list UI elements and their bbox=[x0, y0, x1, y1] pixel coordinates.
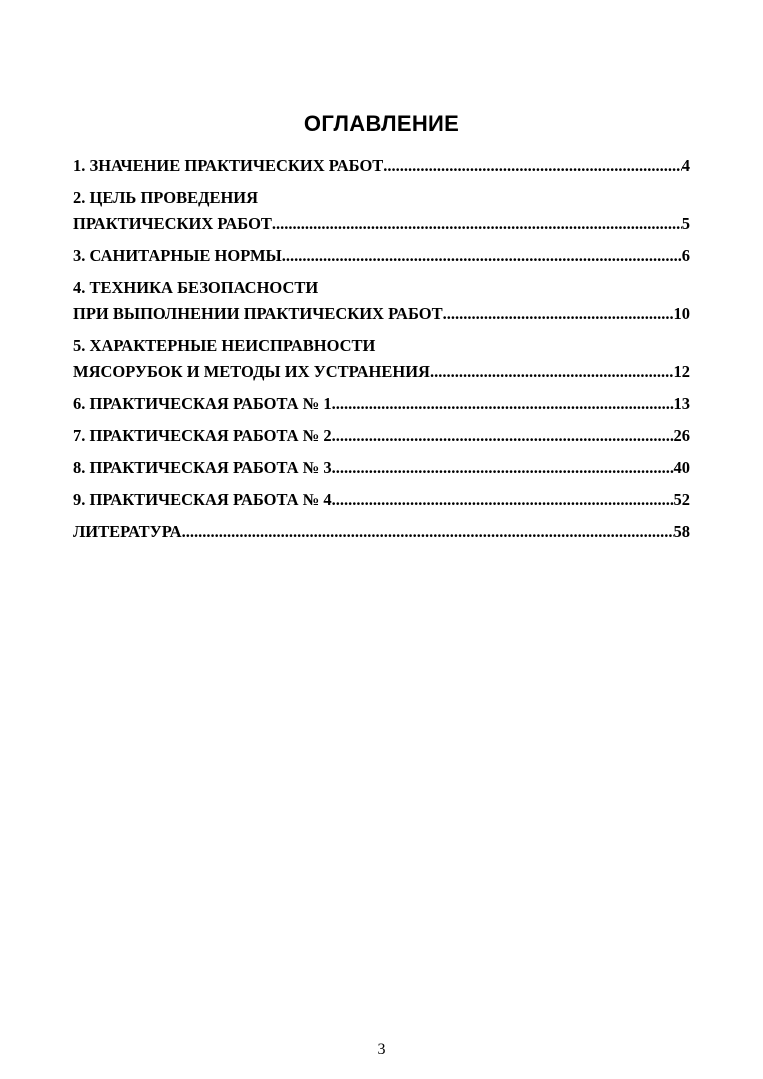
toc-entry-title-line: 4. ТЕХНИКА БЕЗОПАСНОСТИ bbox=[73, 278, 319, 297]
toc-entry-page-number: 5 bbox=[681, 214, 690, 233]
toc-entry-title: 1. ЗНАЧЕНИЕ ПРАКТИЧЕСКИХ РАБОТ bbox=[73, 156, 384, 175]
dot-leader bbox=[430, 359, 674, 385]
toc-entry-title: 9. ПРАКТИЧЕСКАЯ РАБОТА № 4 bbox=[73, 490, 332, 509]
table-of-contents bbox=[73, 153, 690, 545]
toc-entry-page-number: 4 bbox=[681, 156, 690, 175]
toc-entry-page-number: 13 bbox=[673, 394, 690, 413]
toc-entry[interactable] bbox=[73, 333, 690, 385]
toc-entry[interactable] bbox=[73, 519, 690, 545]
toc-entry-page-number: 58 bbox=[673, 522, 690, 541]
toc-entry-title: 7. ПРАКТИЧЕСКАЯ РАБОТА № 2 bbox=[73, 426, 332, 445]
toc-entry-row bbox=[73, 301, 690, 327]
toc-entry-title: ЛИТЕРАТУРА bbox=[73, 522, 182, 541]
toc-entry-title: МЯСОРУБОК И МЕТОДЫ ИХ УСТРАНЕНИЯ bbox=[73, 362, 430, 381]
toc-entry-row bbox=[73, 153, 690, 179]
toc-entry-row bbox=[73, 423, 690, 449]
toc-entry-page-number: 10 bbox=[673, 304, 690, 323]
toc-entry[interactable] bbox=[73, 455, 690, 481]
toc-entry[interactable] bbox=[73, 185, 690, 237]
dot-leader bbox=[332, 423, 674, 449]
toc-entry-page-number: 12 bbox=[673, 362, 690, 381]
toc-entry-row bbox=[73, 519, 690, 545]
toc-entry-row bbox=[73, 243, 690, 269]
dot-leader bbox=[383, 153, 681, 179]
toc-entry-title: ПРАКТИЧЕСКИХ РАБОТ bbox=[73, 214, 272, 233]
dot-leader bbox=[443, 301, 674, 327]
dot-leader bbox=[272, 211, 682, 237]
toc-entry[interactable] bbox=[73, 243, 690, 269]
toc-entry[interactable] bbox=[73, 423, 690, 449]
toc-entry-row bbox=[73, 359, 690, 385]
toc-entry-title: ПРИ ВЫПОЛНЕНИИ ПРАКТИЧЕСКИХ РАБОТ bbox=[73, 304, 443, 323]
toc-entry[interactable] bbox=[73, 275, 690, 327]
toc-entry-row bbox=[73, 211, 690, 237]
dot-leader bbox=[182, 519, 674, 545]
toc-entry-title: 8. ПРАКТИЧЕСКАЯ РАБОТА № 3 bbox=[73, 458, 332, 477]
toc-entry[interactable] bbox=[73, 391, 690, 417]
toc-entry[interactable] bbox=[73, 153, 690, 179]
toc-entry-title-line: 5. ХАРАКТЕРНЫЕ НЕИСПРАВНОСТИ bbox=[73, 336, 376, 355]
toc-entry-title: 3. САНИТАРНЫЕ НОРМЫ bbox=[73, 246, 282, 265]
toc-entry-page-number: 6 bbox=[681, 246, 690, 265]
toc-entry-row bbox=[73, 487, 690, 513]
dot-leader bbox=[332, 391, 674, 417]
toc-entry-row bbox=[73, 455, 690, 481]
toc-entry-page-number: 40 bbox=[673, 458, 690, 477]
toc-entry-page-number: 26 bbox=[673, 426, 690, 445]
page-number: 3 bbox=[377, 1041, 386, 1058]
toc-entry-title: 6. ПРАКТИЧЕСКАЯ РАБОТА № 1 bbox=[73, 394, 332, 413]
toc-entry-title-line: 2. ЦЕЛЬ ПРОВЕДЕНИЯ bbox=[73, 188, 259, 207]
toc-entry-row bbox=[73, 391, 690, 417]
dot-leader bbox=[282, 243, 682, 269]
toc-entry-page-number: 52 bbox=[673, 490, 690, 509]
dot-leader bbox=[332, 487, 674, 513]
page-title: ОГЛАВЛЕНИЕ bbox=[303, 111, 460, 136]
dot-leader bbox=[332, 455, 674, 481]
toc-entry[interactable] bbox=[73, 487, 690, 513]
